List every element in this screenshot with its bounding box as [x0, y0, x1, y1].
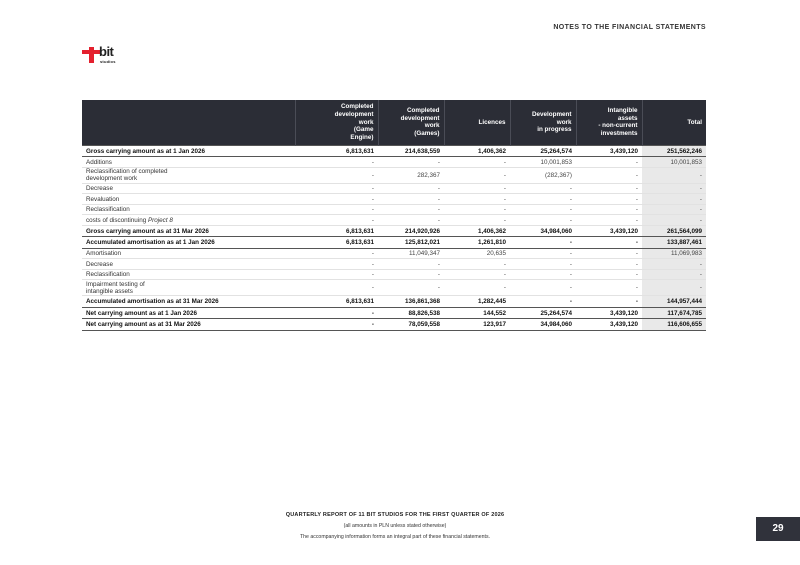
- column-header: [642, 100, 706, 145]
- table-row: [82, 215, 706, 226]
- table-cell: 3,439,120: [576, 145, 642, 157]
- table-cell: 116,606,655: [642, 319, 706, 331]
- table-cell: -: [444, 269, 510, 280]
- table-cell: -: [576, 280, 642, 296]
- table-cell: -: [444, 280, 510, 296]
- table-row: [82, 157, 706, 168]
- table-row: [82, 204, 706, 215]
- table-cell: -: [378, 157, 444, 168]
- table-cell: -: [510, 269, 576, 280]
- table-cell: -: [510, 194, 576, 205]
- column-header-line: work: [358, 118, 374, 126]
- table-cell: 11,049,347: [378, 248, 444, 259]
- table-cell: -: [295, 280, 378, 296]
- column-header-line: in progress: [537, 126, 572, 134]
- table-cell: 125,812,021: [378, 237, 444, 249]
- table-cell: -: [295, 307, 378, 319]
- table-row: [82, 280, 706, 296]
- table-cell: 11,069,983: [642, 248, 706, 259]
- table-cell: -: [444, 167, 510, 183]
- table-cell: -: [642, 215, 706, 226]
- table-cell: -: [295, 167, 378, 183]
- page-number: 29: [756, 517, 800, 541]
- table-row: [82, 296, 706, 308]
- table-cell: -: [576, 204, 642, 215]
- table-row: [82, 145, 706, 157]
- column-header-line: Intangible: [607, 106, 638, 114]
- table-cell: -: [378, 204, 444, 215]
- table-cell: 88,826,538: [378, 307, 444, 319]
- row-label: Amortisation: [82, 248, 295, 259]
- column-header-line: (Game: [353, 126, 374, 134]
- table-cell: -: [295, 204, 378, 215]
- row-label: Accumulated amortisation as at 31 Mar 2026: [82, 296, 295, 308]
- table-cell: 34,984,060: [510, 225, 576, 237]
- table-cell: -: [576, 215, 642, 226]
- section-title: NOTES TO THE FINANCIAL STATEMENTS: [553, 24, 706, 31]
- table-row: [82, 237, 706, 249]
- table-cell: -: [378, 259, 444, 270]
- table-cell: -: [510, 248, 576, 259]
- table-cell: -: [295, 259, 378, 270]
- table-cell: 1,282,445: [444, 296, 510, 308]
- header-blank-cell: [82, 100, 295, 145]
- column-header-line: Completed: [340, 103, 374, 110]
- report-title: QUARTERLY REPORT OF 11 BIT STUDIOS FOR THE FIRST QUARTER OF 2026: [285, 512, 505, 518]
- table-cell: 123,917: [444, 319, 510, 331]
- row-label: costs of discontinuing Project 8: [82, 215, 295, 226]
- table-cell: 6,813,631: [295, 225, 378, 237]
- table-cell: -: [576, 167, 642, 183]
- row-label: Reclassification: [82, 269, 295, 280]
- row-label: Reclassification of completed development work: [82, 167, 295, 183]
- table-cell: -: [295, 248, 378, 259]
- column-header-line: work: [424, 122, 440, 130]
- table-cell: -: [295, 183, 378, 194]
- table-cell: 144,957,444: [642, 296, 706, 308]
- table-cell: -: [378, 269, 444, 280]
- table-row: [82, 248, 706, 259]
- table-cell: -: [510, 237, 576, 249]
- row-label: Reclassification: [82, 204, 295, 215]
- column-header: [295, 100, 378, 145]
- table-cell: 10,001,853: [510, 157, 576, 168]
- row-label: Accumulated amortisation as at 1 Jan 2026: [82, 237, 295, 249]
- logo-word: bit: [99, 44, 114, 59]
- row-label: Net carrying amount as at 1 Jan 2026: [82, 307, 295, 319]
- logo-subtext: studios: [100, 59, 116, 64]
- column-header-line: development: [334, 110, 374, 118]
- column-header-line: - non-current: [598, 122, 638, 130]
- table-cell: 3,439,120: [576, 225, 642, 237]
- table-cell: 6,813,631: [295, 237, 378, 249]
- table-cell: 6,813,631: [295, 145, 378, 157]
- column-header: [576, 100, 642, 145]
- currency-note: (all amounts in PLN unless stated otherwise): [343, 523, 447, 529]
- column-header-line: Engine): [350, 134, 374, 142]
- table-cell: -: [642, 269, 706, 280]
- table-header-row: [82, 100, 706, 145]
- table-cell: -: [642, 259, 706, 270]
- table-cell: -: [576, 296, 642, 308]
- column-header: [378, 100, 444, 145]
- table-cell: -: [510, 280, 576, 296]
- table-row: [82, 259, 706, 270]
- table-cell: 144,552: [444, 307, 510, 319]
- table-cell: -: [378, 194, 444, 205]
- table-cell: 1,406,362: [444, 225, 510, 237]
- row-label: Revaluation: [82, 194, 295, 205]
- table-cell: -: [642, 183, 706, 194]
- row-label: Gross carrying amount as at 31 Mar 2026: [82, 225, 295, 237]
- column-header-line: assets: [617, 114, 638, 122]
- table-row: [82, 194, 706, 205]
- table-cell: 117,674,785: [642, 307, 706, 319]
- table-cell: -: [510, 259, 576, 270]
- table-row: [82, 319, 706, 331]
- logo-mark-icon: [82, 47, 100, 63]
- table-cell: 133,887,461: [642, 237, 706, 249]
- table-cell: 214,920,926: [378, 225, 444, 237]
- table-cell: -: [378, 215, 444, 226]
- table-cell: -: [642, 280, 706, 296]
- table-cell: -: [510, 183, 576, 194]
- column-header-line: work: [556, 118, 572, 126]
- table-cell: -: [642, 204, 706, 215]
- table-row: [82, 167, 706, 183]
- table-cell: 3,439,120: [576, 319, 642, 331]
- row-label: Gross carrying amount as at 1 Jan 2026: [82, 145, 295, 157]
- column-header-line: (Games): [414, 130, 440, 138]
- disclaimer-note: The accompanying information forms an integral part of these financial statements.: [299, 534, 491, 540]
- table-cell: 20,635: [444, 248, 510, 259]
- table-cell: -: [444, 215, 510, 226]
- table-cell: -: [444, 194, 510, 205]
- table-cell: 25,264,574: [510, 145, 576, 157]
- table-cell: -: [510, 215, 576, 226]
- row-label: Additions: [82, 157, 295, 168]
- table-cell: -: [576, 248, 642, 259]
- table-cell: 214,638,559: [378, 145, 444, 157]
- table-cell: (282,367): [510, 167, 576, 183]
- table-cell: -: [510, 296, 576, 308]
- table-cell: -: [378, 280, 444, 296]
- table-cell: -: [510, 204, 576, 215]
- company-logo: [82, 45, 128, 67]
- table-cell: 261,564,099: [642, 225, 706, 237]
- table-cell: -: [295, 157, 378, 168]
- table-cell: 25,264,574: [510, 307, 576, 319]
- table-cell: 10,001,853: [642, 157, 706, 168]
- row-label: Net carrying amount as at 31 Mar 2026: [82, 319, 295, 331]
- table-cell: 78,059,558: [378, 319, 444, 331]
- table-cell: -: [295, 319, 378, 331]
- column-header: [510, 100, 576, 145]
- row-label: Decrease: [82, 183, 295, 194]
- intangible-assets-table: [82, 100, 706, 331]
- table-cell: -: [444, 259, 510, 270]
- table-cell: -: [295, 194, 378, 205]
- table-cell: -: [444, 183, 510, 194]
- table-cell: -: [576, 183, 642, 194]
- table-cell: 282,367: [378, 167, 444, 183]
- table-cell: 6,813,631: [295, 296, 378, 308]
- table-cell: 3,439,120: [576, 307, 642, 319]
- table-cell: -: [642, 194, 706, 205]
- column-header-line: development: [400, 114, 440, 122]
- row-label: Decrease: [82, 259, 295, 270]
- table-cell: 251,562,246: [642, 145, 706, 157]
- table-row: [82, 307, 706, 319]
- table-cell: -: [576, 237, 642, 249]
- table-cell: -: [576, 269, 642, 280]
- table-cell: 1,406,362: [444, 145, 510, 157]
- table-row: [82, 269, 706, 280]
- row-label: Impairment testing of intangible assets: [82, 280, 295, 296]
- table-row: [82, 225, 706, 237]
- table-cell: -: [576, 194, 642, 205]
- table-cell: -: [444, 157, 510, 168]
- column-header: [444, 100, 510, 145]
- column-header-line: Completed: [406, 106, 440, 114]
- table-cell: -: [576, 259, 642, 270]
- table-cell: -: [378, 183, 444, 194]
- column-header-line: Development: [531, 110, 572, 118]
- table-cell: -: [295, 215, 378, 226]
- table-cell: -: [444, 204, 510, 215]
- table-cell: -: [642, 167, 706, 183]
- table-row: [82, 183, 706, 194]
- table-cell: 136,861,368: [378, 296, 444, 308]
- column-header-line: Licences: [478, 118, 506, 126]
- table-cell: 34,984,060: [510, 319, 576, 331]
- table-cell: 1,261,810: [444, 237, 510, 249]
- table-cell: -: [576, 157, 642, 168]
- column-header-line: Total: [687, 118, 702, 126]
- table-cell: -: [295, 269, 378, 280]
- column-header-line: investments: [600, 130, 638, 138]
